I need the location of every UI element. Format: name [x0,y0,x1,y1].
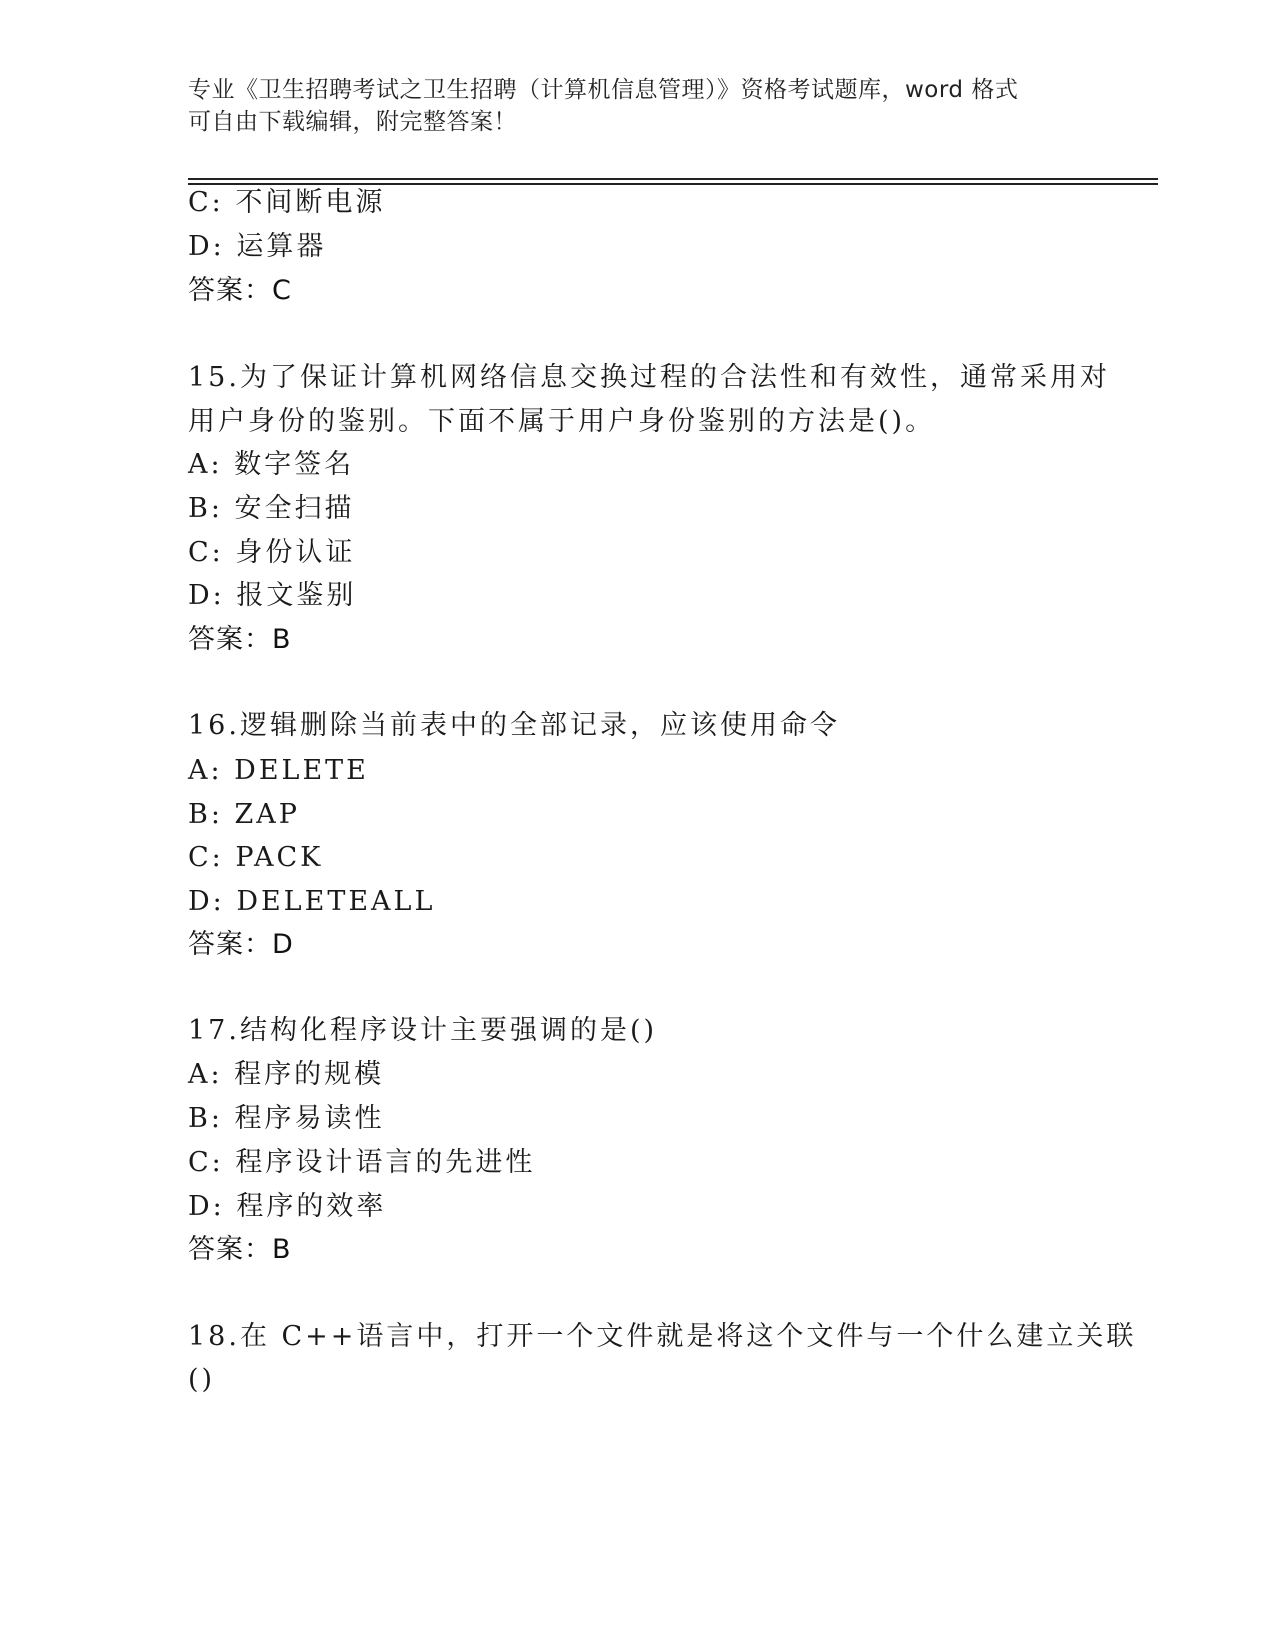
q18-question-line-2: () [188,1364,216,1395]
q15-answer: 答案：B [188,624,292,655]
header-divider-top [188,178,1158,180]
q16-answer: 答案：D [188,929,294,960]
q14-option-c: C: 不间断电源 [188,187,386,218]
header-title-line-2: 可自由下载编辑，附完整答案！ [188,109,517,135]
q16-option-c: C: PACK [188,842,324,873]
q17-option-a: A: 程序的规模 [188,1059,385,1090]
q14-option-d: D: 运算器 [188,231,327,262]
header-title-line-1: 专业《卫生招聘考试之卫生招聘（计算机信息管理）》资格考试题库，word 格式 [188,77,1019,103]
q15-question-line-1: 15.为了保证计算机网络信息交换过程的合法性和有效性，通常采用对 [188,362,1110,393]
q17-option-b: B: 程序易读性 [188,1103,385,1134]
q16-question-line-1: 16.逻辑删除当前表中的全部记录，应该使用命令 [188,710,840,741]
q18-question-line-1: 18.在 C++语言中，打开一个文件就是将这个文件与一个什么建立关联 [188,1321,1137,1352]
q15-option-b: B: 安全扫描 [188,493,355,524]
q16-option-b: B: ZAP [188,799,300,830]
q15-option-d: D: 报文鉴别 [188,580,357,611]
q17-answer: 答案：B [188,1234,292,1265]
q16-option-d: D: DELETEALL [188,886,436,917]
q17-option-d: D: 程序的效率 [188,1191,387,1222]
q17-option-c: C: 程序设计语言的先进性 [188,1147,536,1178]
q14-answer: 答案：C [188,275,292,306]
q16-option-a: A: DELETE [188,755,369,786]
q15-option-c: C: 身份认证 [188,537,356,568]
q15-option-a: A: 数字签名 [188,449,355,480]
q15-question-line-2: 用户身份的鉴别。下面不属于用户身份鉴别的方法是()。 [188,406,936,437]
document-header [188,74,1068,138]
q17-question-line-1: 17.结构化程序设计主要强调的是() [188,1015,658,1046]
